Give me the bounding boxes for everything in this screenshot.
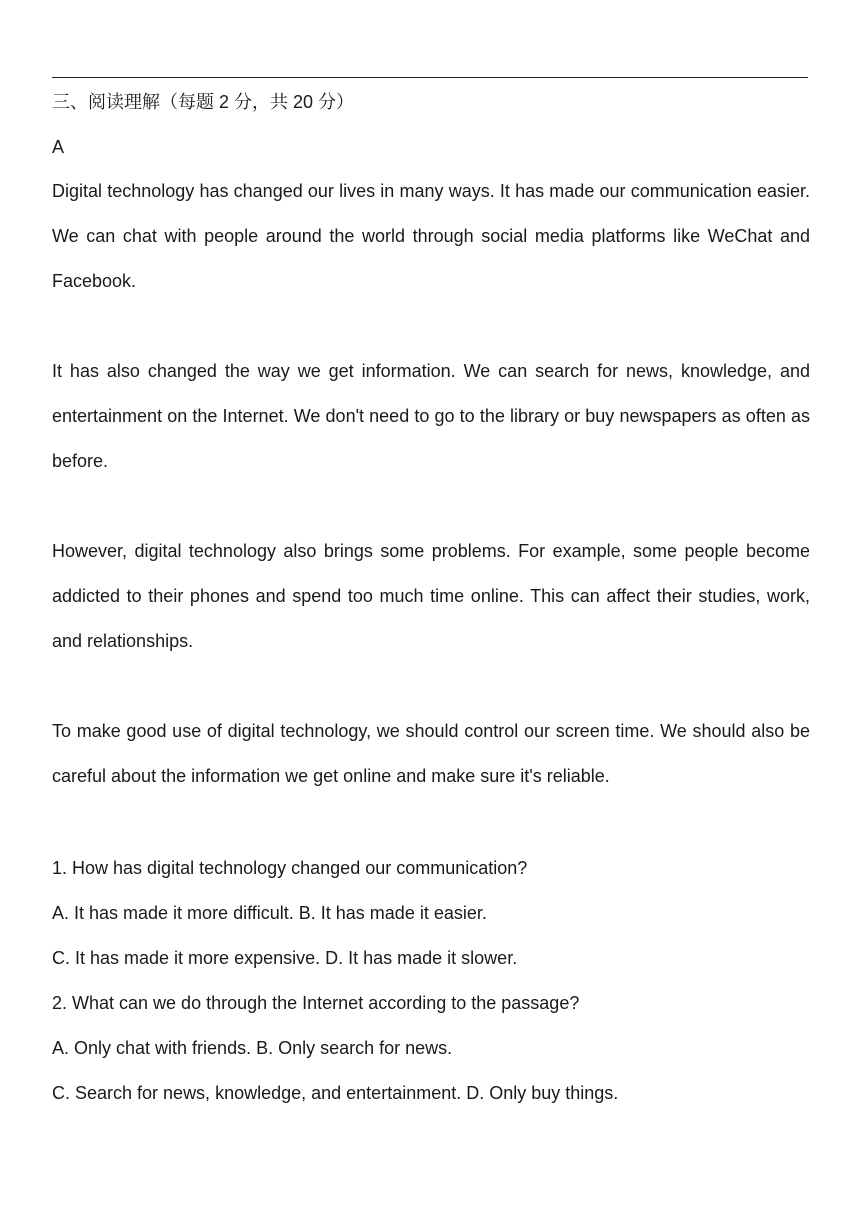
question-options: A. It has made it more difficult. B. It has made it easier. [52, 903, 487, 923]
question-options: C. It has made it more expensive. D. It has made it slower. [52, 948, 518, 968]
question-options: A. Only chat with friends. B. Only search for news. [52, 1038, 453, 1058]
header-rule [52, 77, 808, 78]
passage-paragraph: To make good use of digital technology, we should control our screen time. We should also be careful about the information we get online and make sure it's reliable. [52, 721, 810, 786]
question-options: C. Search for news, knowledge, and entertainment. D. Only buy things. [52, 1083, 619, 1103]
passage-paragraph: Digital technology has changed our lives in many ways. It has made our communication easier. We can chat with people around the world through social media platforms like WeChat and Facebook. [52, 181, 810, 291]
passage-paragraph: It has also changed the way we get information. We can search for news, knowledge, and entertainment on the Internet. We don't need to go to the library or buy newspapers as often as before. [52, 361, 810, 471]
passage-paragraph: However, digital technology also brings some problems. For example, some people become addicted to their phones and spend too much time online. This can affect their studies, work, and relationships. [52, 541, 810, 651]
passage-label: A [52, 137, 65, 157]
section-title: 三、阅读理解（每题 2 分，共 20 分） [52, 92, 355, 112]
question-stem: 1. How has digital technology changed our communication? [52, 858, 528, 878]
question-stem: 2. What can we do through the Internet according to the passage? [52, 993, 580, 1013]
